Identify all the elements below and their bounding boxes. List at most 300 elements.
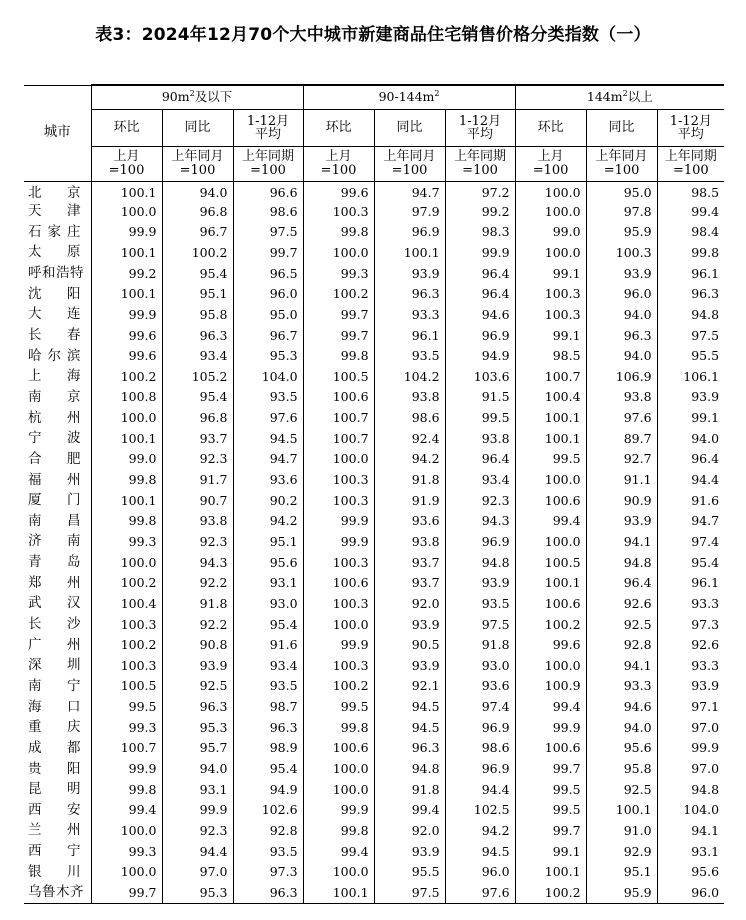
metric-header: 环比 [515,109,586,146]
index-value: 93.8 [162,511,233,532]
index-value: 92.8 [233,821,303,842]
index-value: 97.5 [445,614,515,635]
index-value: 93.1 [162,780,233,801]
index-value: 99.7 [233,243,303,264]
index-value: 100.0 [515,656,586,677]
index-value: 100.7 [91,738,162,759]
index-value: 91.0 [586,821,657,842]
index-value: 94.1 [586,656,657,677]
index-value: 92.2 [162,573,233,594]
index-value: 100.2 [91,573,162,594]
index-value: 93.9 [657,676,724,697]
index-value: 92.0 [374,594,445,615]
price-index-table [24,84,724,904]
index-value: 94.0 [586,346,657,367]
index-value: 90.2 [233,491,303,512]
table-row [24,429,724,450]
index-value: 95.6 [233,553,303,574]
table-row [24,883,724,904]
index-value: 100.6 [515,738,586,759]
index-value: 97.3 [233,862,303,883]
index-value: 100.1 [515,429,586,450]
index-value: 96.4 [445,449,515,470]
index-value: 90.5 [374,635,445,656]
index-value: 100.2 [303,676,374,697]
index-value: 99.0 [515,222,586,243]
index-value: 100.8 [91,387,162,408]
table-row [24,821,724,842]
index-value: 100.1 [515,862,586,883]
index-value: 100.0 [303,243,374,264]
index-value: 95.3 [162,718,233,739]
index-value: 93.3 [657,656,724,677]
index-value: 92.0 [374,821,445,842]
index-value: 100.0 [91,821,162,842]
index-value: 100.3 [303,202,374,223]
index-value: 96.1 [657,573,724,594]
city-name: 济南 [28,533,81,550]
index-value: 96.4 [657,449,724,470]
index-value: 99.8 [91,511,162,532]
index-value: 93.5 [233,842,303,863]
index-value: 95.8 [586,759,657,780]
city-name: 上海 [28,368,81,385]
index-value: 96.8 [162,408,233,429]
index-value: 98.5 [515,346,586,367]
index-value: 94.0 [162,759,233,780]
index-value: 100.1 [91,284,162,305]
index-value: 93.9 [374,656,445,677]
city-name: 深圳 [28,657,81,674]
index-value: 99.7 [303,305,374,326]
index-value: 99.2 [91,264,162,285]
index-value: 94.9 [445,346,515,367]
index-value: 100.6 [515,491,586,512]
city-name: 长沙 [28,616,81,633]
index-value: 95.4 [162,264,233,285]
index-value: 100.2 [303,284,374,305]
table-row [24,346,724,367]
index-value: 93.4 [162,346,233,367]
index-value: 104.2 [374,367,445,388]
group-header: $144m^2$以上 [515,85,724,109]
index-value: 94.8 [657,780,724,801]
city-name: 西安 [28,801,81,818]
index-value: 99.9 [91,305,162,326]
index-value: 92.3 [162,821,233,842]
metric-header: 1-12月 平均 [233,109,303,146]
index-value: 95.9 [586,222,657,243]
city-name: 乌鲁木齐 [24,883,91,904]
index-value: 95.7 [162,738,233,759]
index-value: 94.8 [445,553,515,574]
index-value: 94.8 [586,553,657,574]
index-value: 98.6 [445,738,515,759]
index-value: 91.8 [445,635,515,656]
index-value: 100.0 [91,202,162,223]
index-value: 96.7 [233,325,303,346]
index-value: 96.4 [586,573,657,594]
index-value: 94.5 [374,697,445,718]
table-row [24,718,724,739]
index-value: 99.8 [303,346,374,367]
index-value: 100.1 [91,491,162,512]
index-value: 92.6 [586,594,657,615]
index-value: 96.9 [445,325,515,346]
index-value: 92.2 [162,614,233,635]
index-value: 100.0 [303,780,374,801]
index-value: 99.8 [91,470,162,491]
table-row [24,532,724,553]
index-value: 96.3 [586,325,657,346]
index-value: 100.2 [91,635,162,656]
index-value: 99.9 [91,759,162,780]
index-value: 94.4 [445,780,515,801]
index-value: 100.6 [303,573,374,594]
city-name: 成都 [28,739,81,756]
table-row [24,842,724,863]
index-value: 91.7 [162,470,233,491]
city-name: 长春 [28,327,81,344]
index-value: 100.1 [91,243,162,264]
index-value: 97.6 [233,408,303,429]
index-value: 99.4 [91,800,162,821]
index-value: 93.3 [374,305,445,326]
index-value: 104.0 [233,367,303,388]
index-value: 95.5 [374,862,445,883]
city-name: 福州 [28,471,81,488]
index-value: 99.9 [657,738,724,759]
city-name: 沈阳 [28,285,81,302]
index-value: 93.0 [445,656,515,677]
table-row [24,656,724,677]
index-value: 91.8 [374,470,445,491]
index-value: 92.5 [586,614,657,635]
index-value: 99.7 [515,821,586,842]
table-row [24,181,724,202]
index-value: 96.3 [233,883,303,904]
index-value: 99.5 [445,408,515,429]
index-value: 93.9 [374,614,445,635]
index-value: 94.5 [445,842,515,863]
index-value: 99.6 [303,181,374,202]
base-header: 上年同月 =100 [586,146,657,181]
index-value: 99.8 [303,222,374,243]
index-value: 100.1 [374,243,445,264]
index-value: 96.0 [445,862,515,883]
index-value: 99.4 [374,800,445,821]
index-value: 92.3 [162,449,233,470]
index-value: 94.3 [162,553,233,574]
index-value: 94.3 [445,511,515,532]
index-value: 99.0 [91,449,162,470]
index-value: 95.3 [162,883,233,904]
index-value: 99.3 [91,532,162,553]
table-row [24,222,724,243]
index-value: 99.1 [515,325,586,346]
metric-header: 环比 [303,109,374,146]
index-value: 94.8 [374,759,445,780]
index-value: 94.1 [657,821,724,842]
index-value: 100.6 [515,594,586,615]
table-row [24,511,724,532]
index-value: 100.7 [515,367,586,388]
index-value: 97.1 [657,697,724,718]
index-value: 96.3 [162,325,233,346]
index-value: 94.5 [374,718,445,739]
index-value: 93.9 [586,511,657,532]
index-value: 96.3 [374,738,445,759]
base-header: 上年同期 =100 [657,146,724,181]
index-value: 96.9 [445,532,515,553]
index-value: 95.6 [586,738,657,759]
index-value: 97.0 [162,862,233,883]
index-value: 100.1 [91,181,162,202]
index-value: 99.6 [515,635,586,656]
index-value: 97.8 [586,202,657,223]
index-value: 97.0 [657,759,724,780]
index-value: 95.4 [233,759,303,780]
base-header: 上年同期 =100 [445,146,515,181]
index-value: 93.0 [233,594,303,615]
index-value: 95.9 [586,883,657,904]
city-name: 南昌 [28,512,81,529]
table-row [24,470,724,491]
index-value: 93.6 [445,676,515,697]
index-value: 93.8 [586,387,657,408]
index-value: 100.4 [515,387,586,408]
index-value: 99.9 [303,511,374,532]
index-value: 94.5 [233,429,303,450]
index-value: 95.6 [657,862,724,883]
base-header: 上月 =100 [515,146,586,181]
index-value: 99.2 [445,202,515,223]
index-value: 105.2 [162,367,233,388]
index-value: 99.6 [91,325,162,346]
base-header: 上月 =100 [91,146,162,181]
index-value: 100.2 [515,614,586,635]
index-value: 92.1 [374,676,445,697]
index-value: 93.3 [586,676,657,697]
index-value: 95.4 [162,387,233,408]
index-value: 92.9 [586,842,657,863]
index-value: 96.0 [233,284,303,305]
metric-header: 同比 [162,109,233,146]
index-value: 97.6 [586,408,657,429]
index-value: 99.1 [515,842,586,863]
index-value: 100.0 [91,553,162,574]
index-value: 96.9 [374,222,445,243]
metric-header: 同比 [374,109,445,146]
table-row [24,614,724,635]
index-value: 93.8 [374,387,445,408]
index-value: 97.3 [657,614,724,635]
table-row [24,491,724,512]
table-row [24,449,724,470]
index-value: 95.1 [233,532,303,553]
index-value: 95.5 [657,346,724,367]
index-value: 100.7 [303,408,374,429]
index-value: 100.0 [303,862,374,883]
index-value: 95.4 [233,614,303,635]
index-value: 91.8 [162,594,233,615]
city-name: 宁波 [28,430,81,447]
index-value: 99.8 [657,243,724,264]
index-value: 92.4 [374,429,445,450]
table-row [24,408,724,429]
index-value: 99.8 [303,718,374,739]
index-value: 99.9 [303,532,374,553]
index-value: 100.1 [515,408,586,429]
index-value: 100.3 [515,284,586,305]
index-value: 93.4 [445,470,515,491]
index-value: 96.3 [374,284,445,305]
table-row [24,635,724,656]
city-header: 城市 [24,85,91,181]
city-name: 天津 [28,203,81,220]
index-value: 97.0 [657,718,724,739]
index-value: 104.0 [657,800,724,821]
index-value: 96.0 [586,284,657,305]
index-value: 92.8 [586,635,657,656]
index-value: 99.8 [91,780,162,801]
index-value: 100.1 [586,800,657,821]
index-value: 97.5 [233,222,303,243]
index-value: 99.7 [303,325,374,346]
index-value: 96.9 [445,759,515,780]
index-value: 99.6 [91,346,162,367]
index-value: 89.7 [586,429,657,450]
index-value: 95.3 [233,346,303,367]
index-value: 100.6 [303,387,374,408]
table-row [24,553,724,574]
base-header: 上年同月 =100 [374,146,445,181]
city-name: 杭州 [28,409,81,426]
index-value: 102.5 [445,800,515,821]
index-value: 98.6 [233,202,303,223]
index-value: 99.9 [91,222,162,243]
index-value: 96.4 [445,264,515,285]
metric-header: 同比 [586,109,657,146]
index-value: 94.1 [586,532,657,553]
index-value: 100.1 [91,429,162,450]
index-value: 93.5 [233,387,303,408]
index-value: 92.3 [162,532,233,553]
city-name: 贵阳 [28,760,81,777]
index-value: 92.6 [657,635,724,656]
city-name: 南宁 [28,677,81,694]
index-value: 91.5 [445,387,515,408]
index-value: 100.0 [303,449,374,470]
index-value: 99.5 [515,780,586,801]
index-value: 98.9 [233,738,303,759]
index-value: 94.9 [233,780,303,801]
index-value: 100.7 [303,429,374,450]
index-value: 100.3 [586,243,657,264]
index-value: 93.8 [374,532,445,553]
index-value: 97.6 [445,883,515,904]
city-name: 北京 [28,184,81,201]
index-value: 92.7 [586,449,657,470]
index-value: 100.3 [303,470,374,491]
index-value: 98.7 [233,697,303,718]
index-value: 100.6 [303,738,374,759]
index-value: 100.0 [515,243,586,264]
index-value: 99.5 [91,697,162,718]
index-value: 97.4 [445,697,515,718]
index-value: 100.0 [91,408,162,429]
index-value: 100.1 [303,883,374,904]
table-row [24,243,724,264]
index-value: 96.9 [445,718,515,739]
index-value: 94.6 [586,697,657,718]
index-value: 97.5 [374,883,445,904]
table-row [24,738,724,759]
base-header: 上年同月 =100 [162,146,233,181]
index-value: 100.3 [91,614,162,635]
index-value: 99.7 [91,883,162,904]
city-name: 太原 [28,244,81,261]
index-value: 92.5 [586,780,657,801]
index-value: 95.1 [162,284,233,305]
index-value: 94.8 [657,305,724,326]
index-value: 99.5 [303,697,374,718]
index-value: 94.4 [657,470,724,491]
index-value: 94.6 [445,305,515,326]
index-value: 100.0 [91,862,162,883]
index-value: 93.5 [445,594,515,615]
metric-header: 1-12月 平均 [657,109,724,146]
index-value: 99.8 [303,821,374,842]
index-value: 99.4 [303,842,374,863]
index-value: 94.2 [233,511,303,532]
base-header: 上月 =100 [303,146,374,181]
index-value: 93.9 [374,842,445,863]
city-name: 昆明 [28,781,81,798]
table-row [24,367,724,388]
index-value: 96.3 [162,697,233,718]
index-value: 93.4 [233,656,303,677]
index-value: 100.2 [162,243,233,264]
index-value: 94.7 [374,181,445,202]
group-header: $90m^2$及以下 [91,85,303,109]
index-value: 99.3 [91,718,162,739]
index-value: 100.3 [303,656,374,677]
index-value: 95.1 [586,862,657,883]
index-value: 94.2 [445,821,515,842]
city-name: 大连 [28,306,81,323]
index-value: 97.5 [657,325,724,346]
index-value: 90.9 [586,491,657,512]
table-row [24,800,724,821]
index-value: 100.3 [303,594,374,615]
table-row [24,264,724,285]
index-value: 100.5 [91,676,162,697]
index-value: 100.0 [515,532,586,553]
table-row [24,387,724,408]
city-name: 广州 [28,636,81,653]
index-value: 99.9 [303,635,374,656]
index-value: 100.0 [515,202,586,223]
index-value: 96.8 [162,202,233,223]
index-value: 97.9 [374,202,445,223]
index-value: 97.4 [657,532,724,553]
index-value: 92.5 [162,676,233,697]
index-value: 92.3 [445,491,515,512]
index-value: 100.3 [91,656,162,677]
index-value: 98.4 [657,222,724,243]
table-row [24,780,724,801]
